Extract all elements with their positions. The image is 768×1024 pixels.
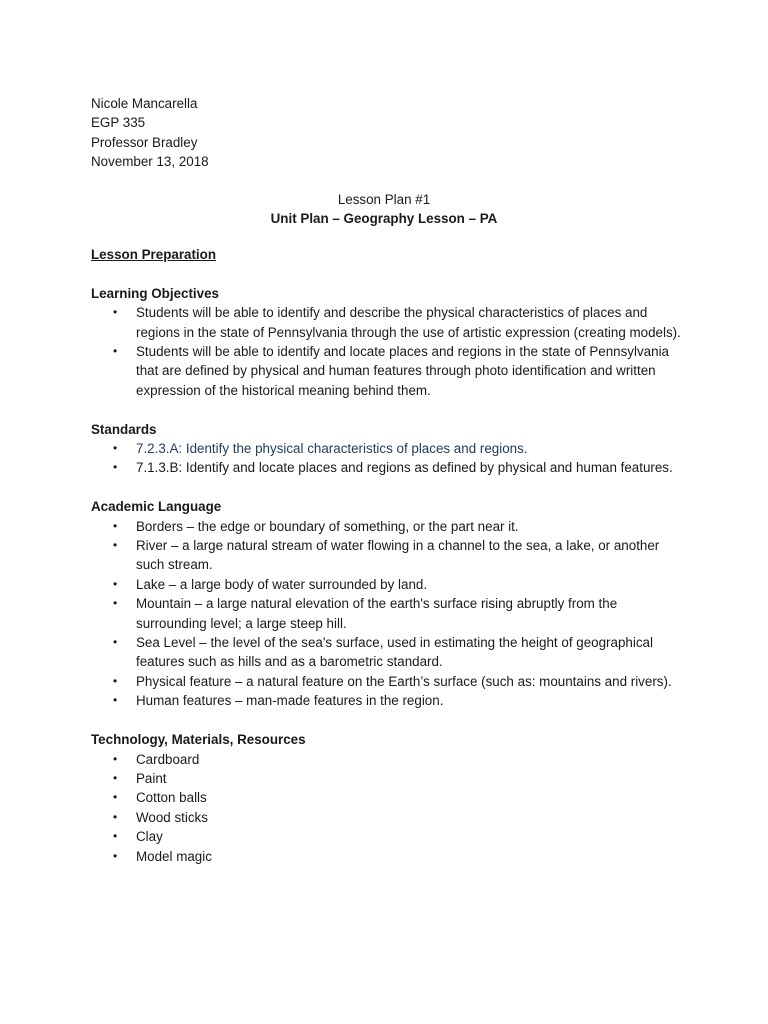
list-item-text: 7.1.3.B: Identify and locate places and regions as defined by physical and human features. bbox=[136, 460, 673, 476]
list-item-text: Lake – a large body of water surrounded by land. bbox=[136, 576, 428, 592]
list-item-text: Model magic bbox=[136, 848, 212, 864]
list-item-text: Cardboard bbox=[136, 751, 200, 767]
bullet-icon: • bbox=[113, 809, 118, 824]
list-item bbox=[91, 594, 684, 633]
list-item bbox=[91, 575, 684, 594]
list-item bbox=[91, 303, 684, 342]
document-body bbox=[91, 245, 691, 866]
list-item bbox=[91, 536, 684, 575]
bullet-icon: • bbox=[113, 848, 118, 863]
learning-objectives-list bbox=[91, 303, 691, 400]
document-titles bbox=[0, 190, 768, 229]
bullet-icon: • bbox=[113, 596, 118, 611]
list-item bbox=[91, 439, 684, 458]
unit-plan-title: Unit Plan – Geography Lesson – PA bbox=[270, 211, 498, 227]
list-item-text: Physical feature – a natural feature on the Earth’s surface (such as: mountains and rivers). bbox=[136, 673, 672, 689]
bullet-icon: • bbox=[113, 829, 118, 844]
bullet-icon: • bbox=[113, 518, 118, 533]
technology-heading: Technology, Materials, Resources bbox=[91, 732, 306, 748]
list-item bbox=[91, 633, 684, 672]
professor-name: Professor Bradley bbox=[91, 134, 198, 150]
list-item-text: Cotton balls bbox=[136, 790, 207, 806]
standards-heading: Standards bbox=[91, 421, 157, 437]
list-item-text: Paint bbox=[136, 770, 167, 786]
document-header bbox=[91, 94, 209, 171]
bullet-icon: • bbox=[113, 344, 118, 359]
bullet-icon: • bbox=[113, 441, 118, 456]
standard-link[interactable]: 7.2.3.A: Identify the physical characteristics of places and regions. bbox=[136, 441, 528, 457]
academic-language-list bbox=[91, 517, 691, 711]
bullet-icon: • bbox=[113, 576, 118, 591]
bullet-icon: • bbox=[113, 790, 118, 805]
technology-list bbox=[91, 750, 691, 866]
bullet-icon: • bbox=[113, 460, 118, 475]
lesson-preparation-heading: Lesson Preparation bbox=[91, 247, 217, 262]
list-item bbox=[91, 342, 684, 400]
list-item bbox=[91, 769, 684, 788]
list-item-text: Students will be able to identify and locate places and regions in the state of Pennsylvania that are defined by physical and human features through photo identification and written expression of the historical meaning behind them. bbox=[136, 344, 669, 398]
document-date: November 13, 2018 bbox=[91, 153, 209, 169]
list-item bbox=[91, 827, 684, 846]
spacer bbox=[91, 264, 691, 283]
academic-language-heading: Academic Language bbox=[91, 499, 222, 515]
bullet-icon: • bbox=[113, 305, 118, 320]
spacer bbox=[91, 711, 691, 730]
author-name: Nicole Mancarella bbox=[91, 96, 198, 111]
list-item bbox=[91, 847, 684, 866]
bullet-icon: • bbox=[113, 770, 118, 785]
list-item-text: Wood sticks bbox=[136, 809, 208, 825]
list-item bbox=[91, 750, 684, 769]
course-code: EGP 335 bbox=[91, 115, 146, 131]
bullet-icon: • bbox=[113, 751, 118, 766]
lesson-plan-title: Lesson Plan #1 bbox=[337, 192, 431, 207]
bullet-icon: • bbox=[113, 538, 118, 553]
list-item bbox=[91, 691, 684, 710]
list-item-text: Mountain – a large natural elevation of the earth's surface rising abruptly from the surrounding level; a large steep hill. bbox=[136, 596, 618, 631]
list-item-text: River – a large natural stream of water flowing in a channel to the sea, a lake, or another such stream. bbox=[136, 538, 660, 573]
bullet-icon: • bbox=[113, 635, 118, 650]
list-item bbox=[91, 788, 684, 807]
list-item-text: Clay bbox=[136, 829, 163, 845]
list-item-text: Borders – the edge or boundary of something, or the part near it. bbox=[136, 518, 519, 534]
bullet-icon: • bbox=[113, 673, 118, 688]
spacer bbox=[91, 478, 691, 497]
list-item-text: Students will be able to identify and describe the physical characteristics of places and regions in the state of Pennsylvania through the use of artistic expression (creating models). bbox=[136, 305, 681, 340]
list-item bbox=[91, 672, 684, 691]
list-item bbox=[91, 458, 684, 477]
list-item-text: Sea Level – the level of the sea's surface, used in estimating the height of geographical features such as hills and as a barometric standard. bbox=[136, 635, 653, 670]
list-item-text: Human features – man-made features in the region. bbox=[136, 693, 444, 709]
list-item bbox=[91, 517, 684, 536]
list-item bbox=[91, 808, 684, 827]
spacer bbox=[91, 400, 691, 419]
bullet-icon: • bbox=[113, 693, 118, 708]
standards-list bbox=[91, 439, 691, 478]
learning-objectives-heading: Learning Objectives bbox=[91, 285, 219, 301]
